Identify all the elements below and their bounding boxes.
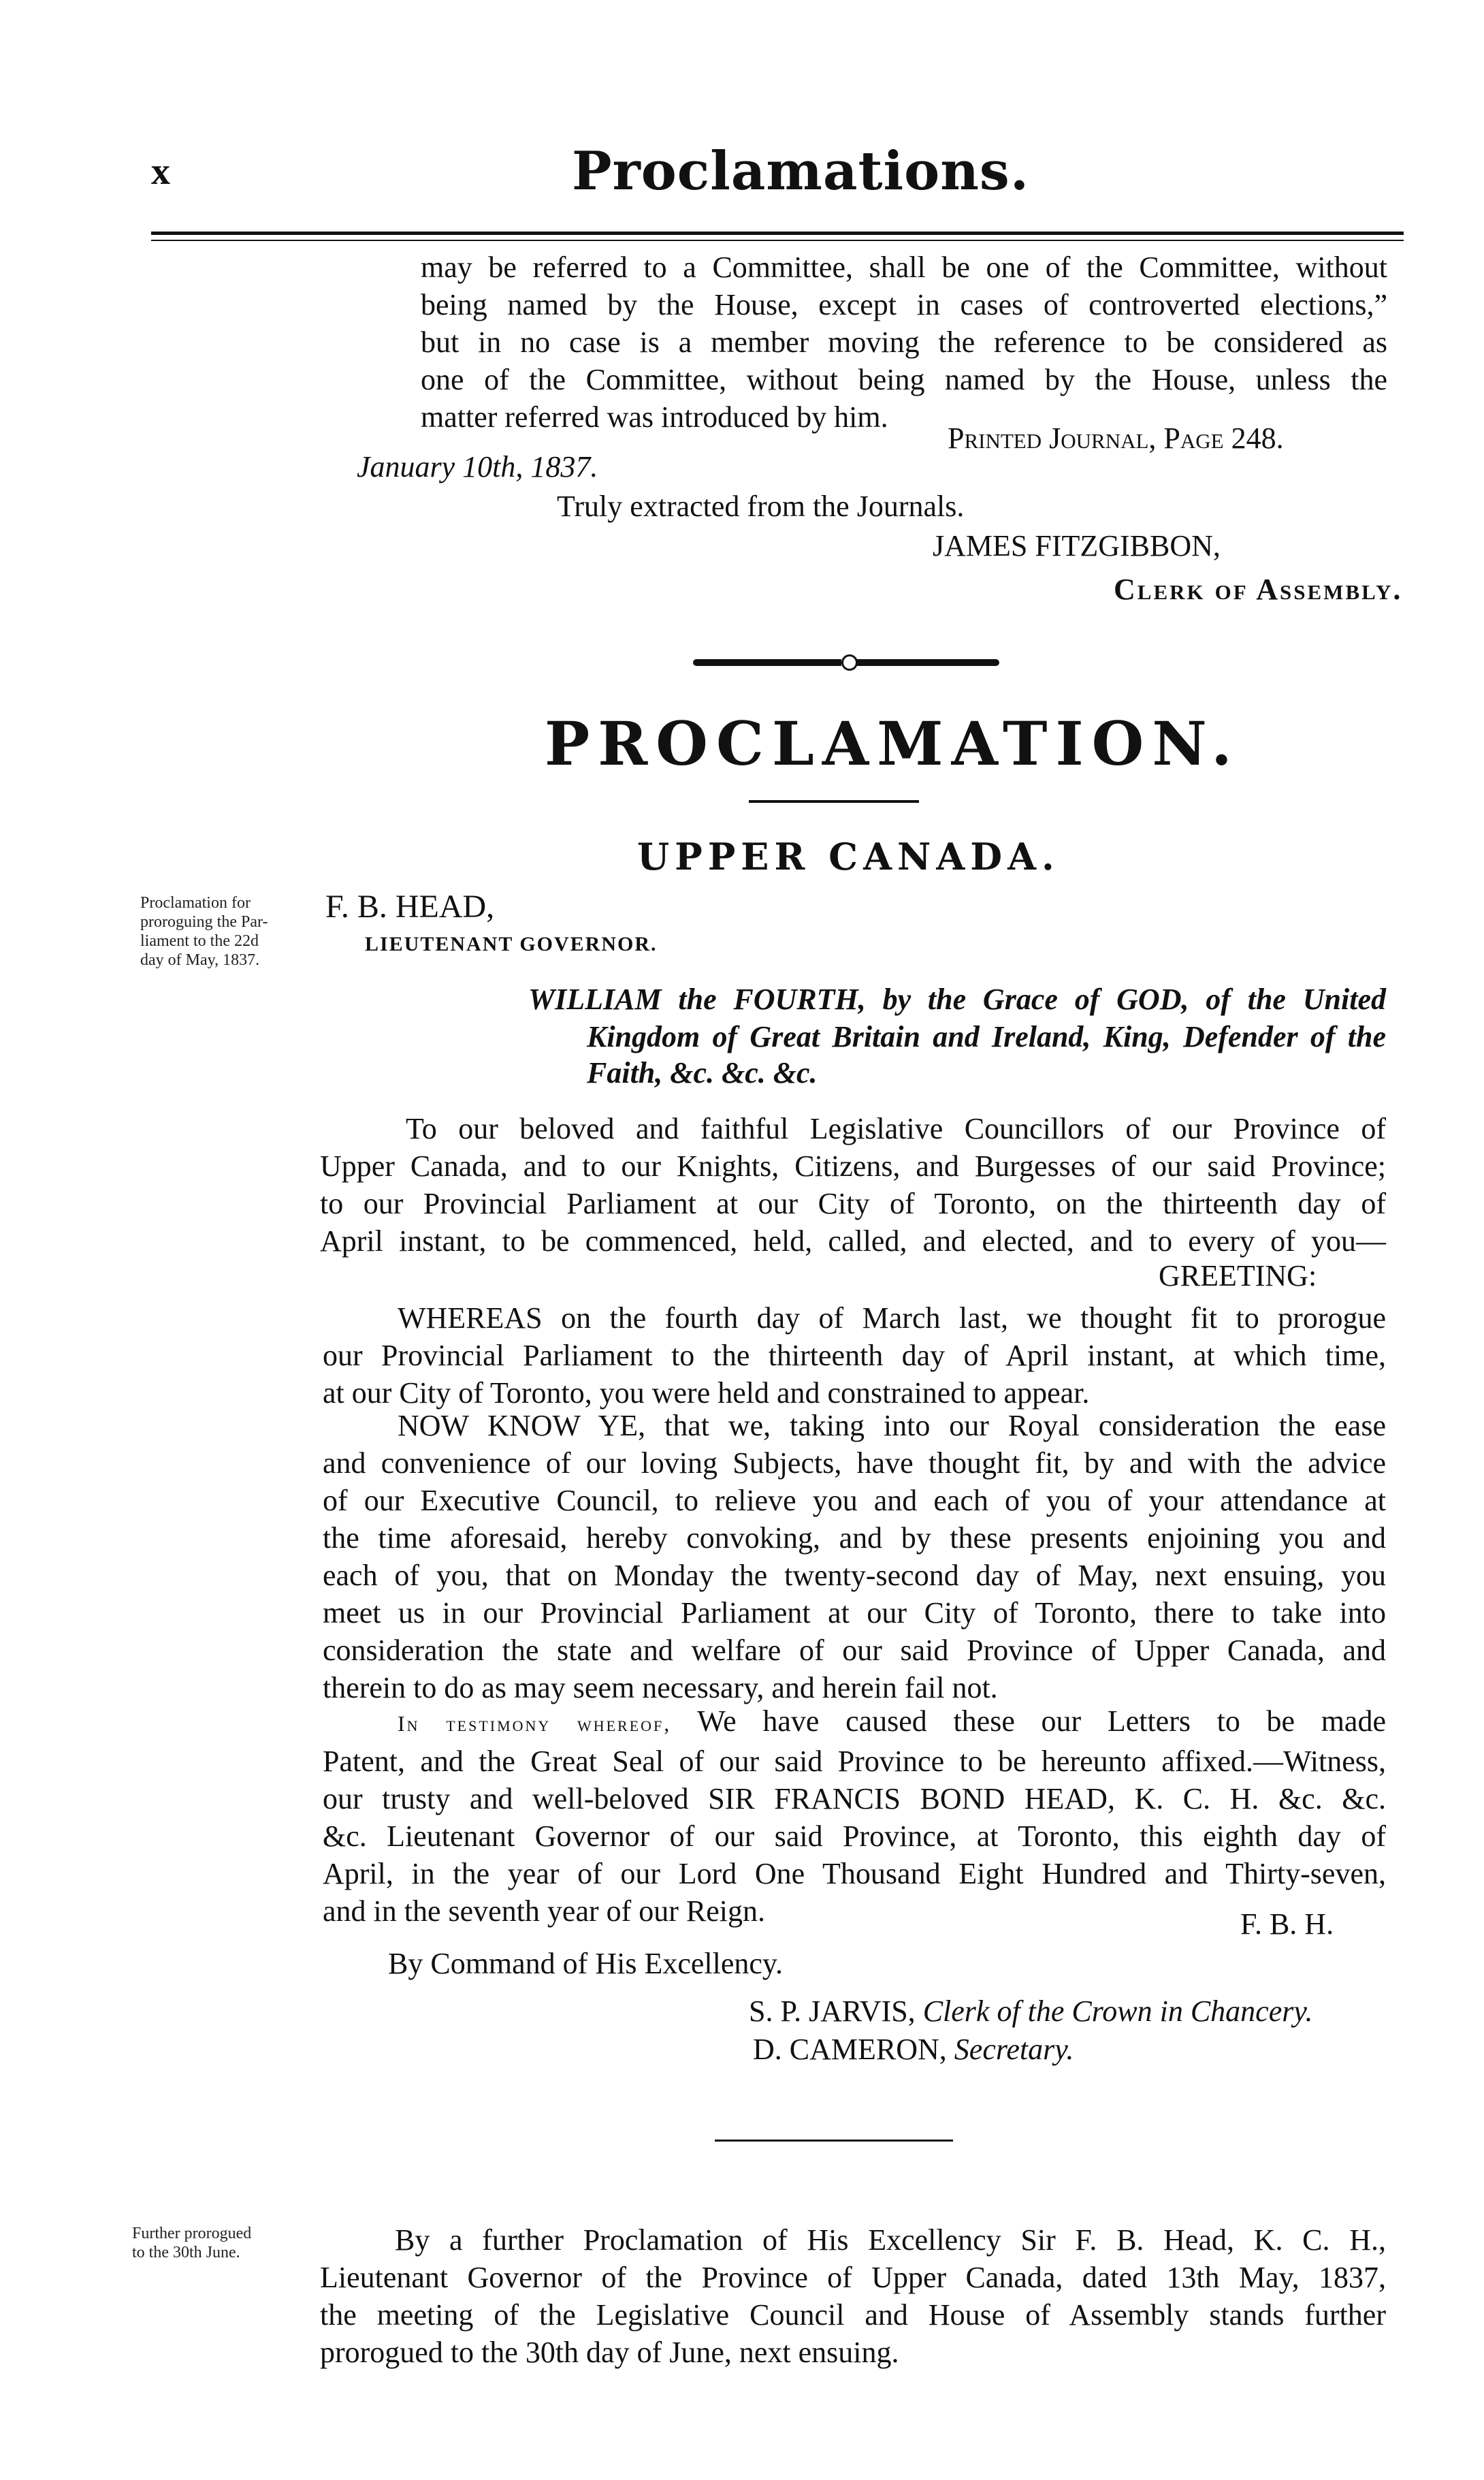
address-line: Upper Canada, and to our Knights, Citizens, and Burgesses of our said Province; — [320, 1149, 1386, 1183]
know-ye-line: therein to do as may seem necessary, and herein fail not. — [323, 1671, 998, 1704]
address-paragraph — [320, 1110, 1386, 1260]
address-line: April instant, to be commenced, held, called, and elected, and to every of you— — [320, 1224, 1386, 1258]
header-rule-thin — [151, 240, 1404, 241]
royal-style-line2 — [587, 1018, 1386, 1055]
further-line: prorogued to the 30th day of June, next ensuing. — [320, 2336, 899, 2369]
further-line: Lieutenant Governor of the Province of Upper Canada, dated 13th May, 1837, — [320, 2261, 1386, 2294]
know-ye-line: NOW KNOW YE, that we, taking into our Royal consideration the ease — [398, 1409, 1386, 1442]
clerk-title: Clerk of Assembly. — [1114, 573, 1403, 606]
journal-citation: Printed Journal, Page 248. — [948, 422, 1284, 455]
margin-note-line: liament to the 22d — [140, 932, 259, 950]
testimony-line: our trusty and well-beloved SIR FRANCIS BOND HEAD, K. C. H. &c. &c. — [323, 1782, 1386, 1815]
know-ye-paragraph — [323, 1407, 1386, 1706]
margin-note-line: day of May, 1837. — [140, 951, 260, 969]
further-line: By a further Proclamation of His Excellency Sir F. B. Head, K. C. H., — [395, 2223, 1386, 2257]
testimony-line: April, in the year of our Lord One Thousand Eight Hundred and Thirty-seven, — [323, 1857, 1386, 1890]
royal-style-line1 — [528, 981, 1386, 1018]
testimony-line — [323, 1702, 1386, 1743]
section-rule — [715, 2140, 953, 2142]
jarvis-signature — [749, 1994, 1312, 2029]
extract-line: may be referred to a Committee, shall be one of the Committee, without — [421, 251, 1387, 284]
style-line: WILLIAM the FOURTH, by the Grace of GOD, of the United — [528, 983, 1386, 1016]
jarvis-name: S. P. JARVIS, — [749, 1994, 916, 2028]
ornament-circle — [841, 654, 858, 671]
whereas-line: our Provincial Parliament to the thirteenth day of April instant, at which time, — [323, 1339, 1386, 1372]
cameron-title: Secretary. — [954, 2033, 1074, 2066]
margin-note-line: proroguing the Par- — [140, 913, 268, 931]
jarvis-title: Clerk of the Crown in Chancery. — [922, 1994, 1313, 2028]
by-command: By Command of His Excellency. — [388, 1947, 784, 1980]
extract-line: but in no case is a member moving the reference to be considered as — [421, 325, 1387, 359]
page-number: x — [151, 150, 170, 193]
extract-line: one of the Committee, without being named by the House, unless the — [421, 363, 1387, 396]
whereas-line: WHEREAS on the fourth day of March last, we thought fit to prorogue — [398, 1301, 1386, 1335]
know-ye-line: each of you, that on Monday the twenty-second day of May, next ensuing, you — [323, 1559, 1386, 1592]
margin-note-proroguing — [140, 893, 268, 970]
truly-extracted: Truly extracted from the Journals. — [557, 490, 965, 523]
address-line: To our beloved and faithful Legislative Councillors of our Province of — [406, 1112, 1386, 1145]
whereas-paragraph — [323, 1299, 1386, 1412]
signer-initials: F. B. HEAD, — [325, 889, 495, 925]
know-ye-line: and convenience of our loving Subjects, have thought fit, by and with the advice — [323, 1446, 1386, 1480]
margin-note-line: Proclamation for — [140, 894, 251, 912]
margin-note-further — [132, 2224, 251, 2262]
proclamation-title: PROCLAMATION. — [545, 708, 1240, 779]
clerk-name: JAMES FITZGIBBON, — [933, 529, 1221, 562]
testimony-line: Patent, and the Great Seal of our said Province to be hereunto affixed.—Witness, — [323, 1745, 1386, 1778]
title-rule — [749, 800, 919, 803]
further-paragraph — [320, 2221, 1386, 2371]
testimony-line: and in the seventh year of our Reign. — [323, 1894, 766, 1928]
further-line: the meeting of the Legislative Council and House of Assembly stands further — [320, 2298, 1386, 2332]
margin-note-line: Further prorogued — [132, 2225, 252, 2242]
testimony-lead: In testimony whereof, — [398, 1711, 672, 1736]
royal-style-line3: Faith, &c. &c. &c. — [587, 1056, 818, 1090]
extract-line: being named by the House, except in cases of controverted elections,” — [421, 288, 1387, 321]
royal-initials: F. B. H. — [1240, 1907, 1334, 1941]
greeting: GREETING: — [1159, 1259, 1317, 1292]
address-line: to our Provincial Parliament at our City of Toronto, on the thirteenth day of — [320, 1187, 1386, 1220]
header-rule — [151, 232, 1404, 235]
testimony-paragraph — [323, 1702, 1386, 1930]
extract-date: January 10th, 1837. — [357, 450, 598, 483]
running-title: Proclamations. — [572, 140, 1029, 202]
province-title: UPPER CANADA. — [637, 835, 1060, 878]
cameron-name: D. CAMERON, — [753, 2033, 947, 2066]
know-ye-line: meet us in our Provincial Parliament at our City of Toronto, there to take into — [323, 1596, 1386, 1630]
margin-note-line: to the 30th June. — [132, 2244, 240, 2261]
know-ye-line: the time aforesaid, hereby convoking, and by these presents enjoining you and — [323, 1521, 1386, 1555]
cameron-signature — [753, 2032, 1074, 2067]
know-ye-line: consideration the state and welfare of our said Province of Upper Canada, and — [323, 1634, 1386, 1667]
ornament-rule-right — [856, 659, 999, 666]
extract-line: matter referred was introduced by him. — [421, 400, 888, 434]
testimony-line: &c. Lieutenant Governor of our said Province, at Toronto, this eighth day of — [323, 1819, 1386, 1853]
style-line: Kingdom of Great Britain and Ireland, King, Defender of the — [587, 1020, 1386, 1053]
ornament-rule-left — [693, 659, 841, 666]
journal-extract — [421, 249, 1387, 436]
whereas-line: at our City of Toronto, you were held and constrained to appear. — [323, 1376, 1090, 1410]
signer-title: LIEUTENANT GOVERNOR. — [365, 933, 658, 955]
testimony-text: We have caused these our Letters to be made — [697, 1704, 1386, 1738]
know-ye-line: of our Executive Council, to relieve you and each of you of your attendance at — [323, 1484, 1386, 1517]
